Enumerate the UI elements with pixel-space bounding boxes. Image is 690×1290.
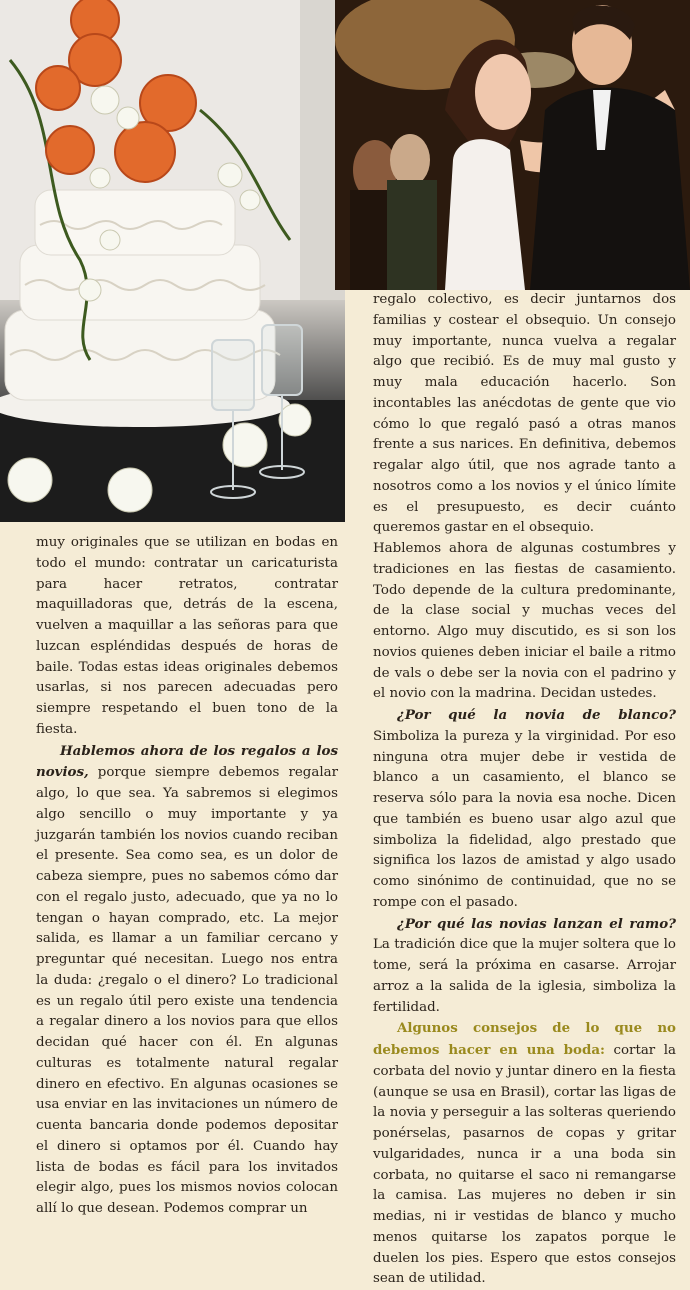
bride-groom-dance-photo bbox=[335, 0, 690, 290]
article-column-right bbox=[373, 290, 676, 1290]
bouquet-body: La tradición dice que la mujer soltera que lo tome, será la próxima en casarse. Arrojar arroz a la salida de la iglesia, simboliza la fertilidad. bbox=[373, 937, 676, 1015]
paragraph-gifts bbox=[36, 741, 338, 1220]
paragraph-white-dress bbox=[373, 705, 676, 914]
paragraph-customs: Hablemos ahora de algunas costumbres y tradiciones en las fiestas de casamiento. Todo depende de la cultura predominante, de la clase social y muchas veces del entorno. Algo muy discutido, es si son los novios quienes deben iniciar el baile a ritmo de vals o debe ser la novia con el padrino y el novio con la madrina. Decidan ustedes. bbox=[373, 541, 676, 702]
bouquet-question: ¿Por qué las novias lanzan el ramo? bbox=[397, 915, 676, 932]
dance-illustration bbox=[335, 0, 690, 290]
paragraph-bouquet bbox=[373, 914, 676, 1019]
article-column-left bbox=[36, 533, 338, 1220]
white-dress-body: Simboliza la pureza y la virginidad. Por eso ninguna otra mujer debe ir vestida de blanco a un casamiento, el blanco se reserva sólo para la novia esa noche. Dicen que también es bueno usar algo azul que simboliza la fidelidad, algo prestado que significa los lazos de amistad y algo usado como sinónimo de continuidad, que no se rompe con el pasado. bbox=[373, 728, 676, 910]
gifts-lead-phrase: Hablemos ahora de los regalos a los novios, bbox=[36, 742, 338, 781]
wedding-cake-illustration bbox=[0, 0, 345, 522]
advice-heading: Algunos consejos de lo que no debemos hacer en una boda: bbox=[373, 1020, 676, 1058]
gifts-body: porque siempre debemos regalar algo, lo que sea. Ya sabremos si elegimos algo sencillo o muy importante y ya juzgarán también los novios cuando reciban el presente. Sea como sea, es un dolor de cabeza siempre, pues no sabemos cómo dar con el regalo justo, adecuado, que ya no lo tengan o hayan comprado, etc. La mejor salida, es llamar a un familiar cercano y preguntar qué necesitan. Luego nos entra la duda: ¿regalo o el dinero? Lo tradicional es un regalo útil pero existe una tendencia a regalar dinero a los novios para que ellos decidan qué hacer con él. En algunas culturas es totalmente natural regalar dinero en efectivo. En algunas ocasiones se usa enviar en las invitaciones un número de cuenta bancaria donde podemos depositar el dinero si optamos por él. Cuando hay lista de bodas es fácil para los invitados elegir algo, pues los mismos novios colocan allí lo que desean. Podemos comprar un bbox=[36, 765, 338, 1216]
advice-body: cortar la corbata del novio y juntar dinero en la fiesta (aunque se usa en Brasil), cortar las ligas de la novia y perseguir a las solteras queriendo ponérselas, pasarnos de copas y gritar vulgaridades, nunca ir a una boda sin corbata, no quitarse el saco ni remangarse la camisa. Las mujeres no deben ir sin medias, ni ir vestidas de blanco y mucho menos quitarse los zapatos porque le duelen los pies. Espero que estos consejos sean de utilidad. bbox=[373, 1043, 676, 1287]
paragraph-original-ideas: muy originales que se utilizan en bodas en todo el mundo: contratar un caricaturista para hacer retratos, contratar maquilladoras que, detrás de la escena, vuelven a maquillar a las señoras para que luzcan espléndidas después de horas de baile. Todas estas ideas originales debemos usarlas, si nos parecen adecuadas pero siempre respetando el buen tono de la fiesta. bbox=[36, 535, 338, 737]
paragraph-advice bbox=[373, 1018, 676, 1290]
paragraph-collective-gift: regalo colectivo, es decir juntarnos dos familias y costear el obsequio. Un consejo muy importante, nunca vuelva a regalar algo que recibió. Es de muy mal gusto y muy mala educación hacerlo. Son incontables las anécdotas de gente que vio cómo lo que regaló pasó a otras manos frente a sus narices. En definitiva, debemos regalar algo útil, que nos agrade tanto a nosotros como a los novios y el único límite es el presupuesto, es decir cuánto queremos gastar en el obsequio. bbox=[373, 292, 676, 536]
wedding-cake-photo bbox=[0, 0, 345, 522]
white-dress-question: ¿Por qué la novia de blanco? bbox=[397, 707, 676, 723]
